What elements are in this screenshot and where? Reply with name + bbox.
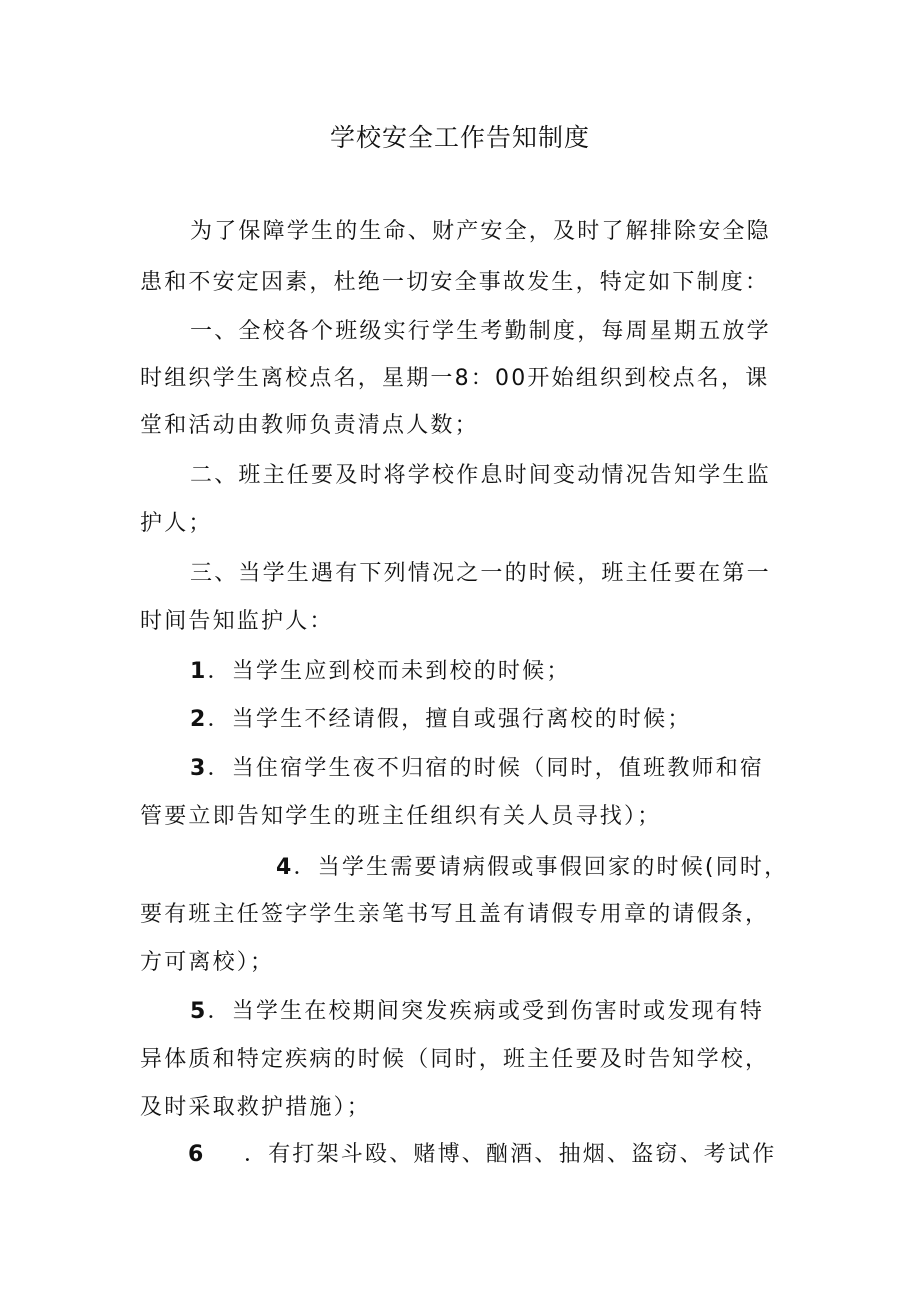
- list-item: [188, 1140, 776, 1170]
- item-number: 1: [190, 659, 208, 684]
- paragraph-line: 护人；: [140, 511, 213, 536]
- paragraph-line: 二、班主任要及时将学校作息时间变动情况告知学生监: [190, 463, 771, 488]
- item-text: ．当学生应到校而未到校的时候；: [207, 659, 571, 684]
- item-text: ．当住宿学生夜不归宿的时候（同时，值班教师和宿: [207, 756, 765, 781]
- item-text: ．当学生不经请假，擅自或强行离校的时候；: [207, 707, 692, 732]
- paragraph-line: 时间告知监护人：: [140, 609, 334, 634]
- page-title: 学校安全工作告知制度: [329, 123, 590, 152]
- list-item: [190, 754, 764, 784]
- list-item: [190, 657, 571, 687]
- item-text: ．当学生在校期间突发疾病或受到伤害时或发现有特: [207, 999, 765, 1024]
- paragraph-line: 三、当学生遇有下列情况之一的时候，班主任要在第一: [190, 561, 771, 586]
- item-text: ．当学生需要请病假或事假回家的时候(同时，: [293, 855, 789, 880]
- item-continuation: 异体质和特定疾病的时候（同时，班主任要及时告知学校，: [140, 1047, 770, 1072]
- item-number: 6: [188, 1142, 206, 1167]
- item-continuation: 及时采取救护措施）；: [140, 1095, 372, 1120]
- list-item: [276, 853, 788, 883]
- item-number: 5: [190, 999, 208, 1024]
- item-number: 2: [190, 707, 208, 732]
- list-item: [190, 997, 764, 1027]
- item-continuation: 方可离校）；: [140, 950, 275, 975]
- paragraph-line: 时组织学生离校点名，星期一8：00开始组织到校点名，课: [140, 366, 770, 391]
- paragraph-line: 一、全校各个班级实行学生考勤制度，每周星期五放学: [190, 319, 771, 344]
- paragraph-line: 堂和活动由教师负责清点人数；: [140, 413, 479, 438]
- item-number: 3: [190, 756, 208, 781]
- paragraph-line: 为了保障学生的生命、财产安全，及时了解排除安全隐: [190, 219, 771, 244]
- list-item: [190, 705, 692, 735]
- paragraph-line: 患和不安定因素，杜绝一切安全事故发生，特定如下制度：: [140, 270, 770, 295]
- item-number: 4: [276, 855, 294, 880]
- item-continuation: 管要立即告知学生的班主任组织有关人员寻找）；: [140, 804, 662, 829]
- item-continuation: 要有班主任签字学生亲笔书写且盖有请假专用章的请假条，: [140, 902, 770, 927]
- item-text: ．有打架斗殴、赌博、酗酒、抽烟、盗窃、考试作: [244, 1142, 777, 1167]
